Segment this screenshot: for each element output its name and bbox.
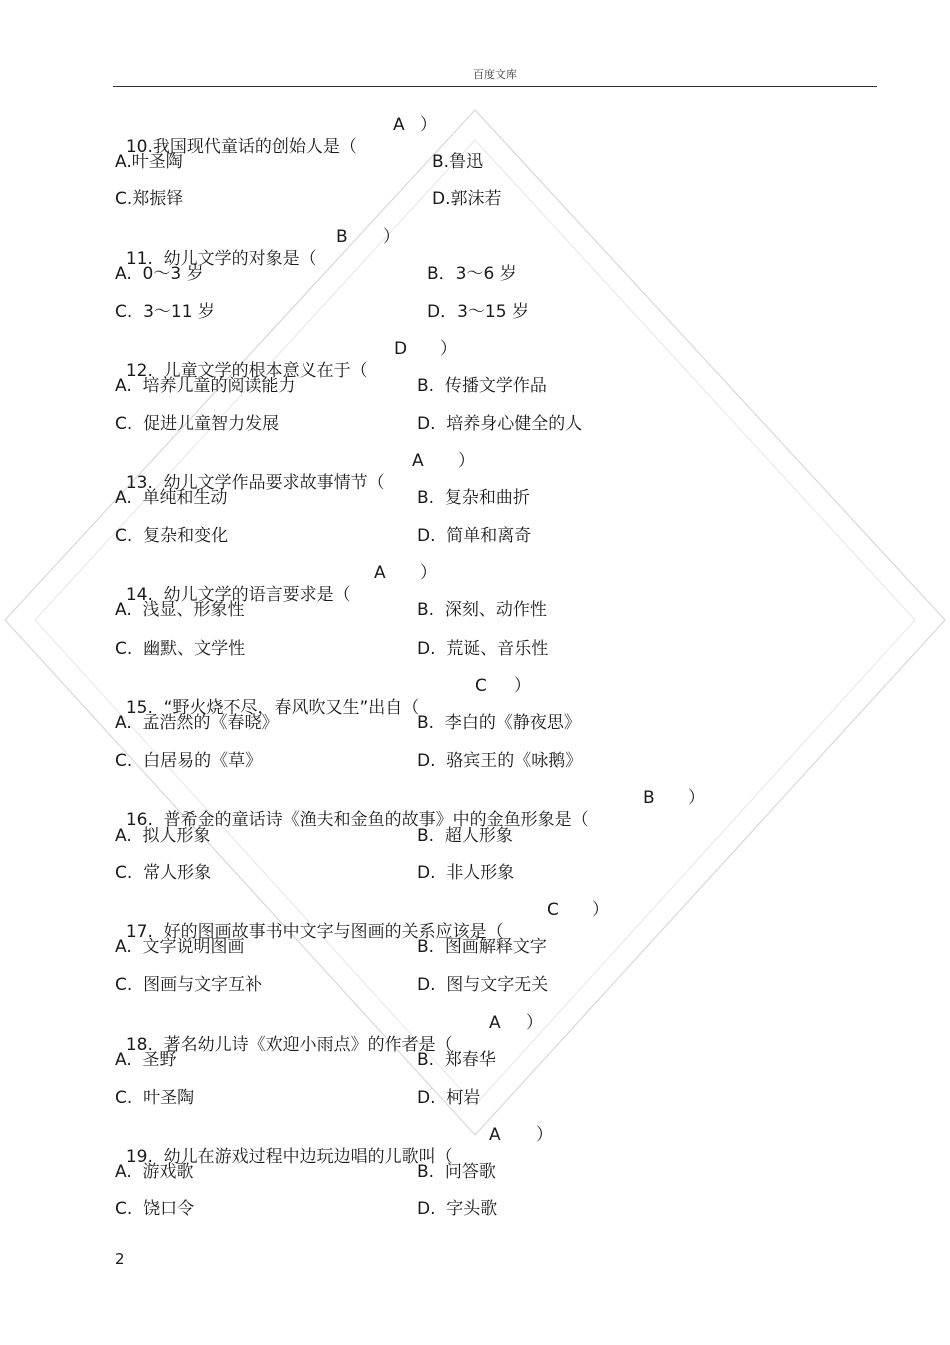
option-d: D. 柯岩 xyxy=(417,1088,481,1108)
option-c: C. 常人形象 xyxy=(115,863,212,883)
question-close: ） xyxy=(526,1013,543,1033)
answer-18: A xyxy=(489,1013,501,1033)
question-close: ） xyxy=(536,1125,553,1145)
option-d: D. 荒诞、音乐性 xyxy=(417,639,549,659)
option-c: C. 叶圣陶 xyxy=(115,1088,195,1108)
option-b: B. 复杂和曲折 xyxy=(417,488,530,508)
question-close: ） xyxy=(383,227,400,247)
option-a: A. 浅显、形象性 xyxy=(115,600,245,620)
option-b: B. 传播文学作品 xyxy=(417,376,547,396)
question-text: 我国现代童话的创始人是（ xyxy=(152,137,357,157)
option-d: D. 字头歌 xyxy=(417,1199,498,1219)
option-c: C. 3～11 岁 xyxy=(115,302,215,322)
option-d: D. 简单和离奇 xyxy=(417,526,532,546)
question-close: ） xyxy=(592,900,609,920)
question-text: 幼儿在游戏过程中边玩边唱的儿歌叫（ xyxy=(163,1147,453,1167)
option-b: B. 深刻、动作性 xyxy=(417,600,547,620)
option-b: B. 郑春华 xyxy=(417,1050,496,1070)
question-close: ） xyxy=(420,563,437,583)
question-text: 儿童文学的根本意义在于（ xyxy=(163,361,368,381)
answer-16: B xyxy=(643,788,655,808)
question-close: ） xyxy=(688,788,705,808)
answer-11: B xyxy=(336,227,348,247)
option-a: A. 圣野 xyxy=(115,1050,177,1070)
option-d: D. 骆宾王的《咏鹅》 xyxy=(417,751,583,771)
question-number: 10. xyxy=(125,137,153,157)
option-a: A. 游戏歌 xyxy=(115,1162,194,1182)
option-a: A. 单纯和生动 xyxy=(115,488,228,508)
question-text: 幼儿文学的语言要求是（ xyxy=(163,585,351,605)
header-title: 百度文库 xyxy=(473,68,517,81)
option-a: A. 拟人形象 xyxy=(115,826,211,846)
answer-13: A xyxy=(412,451,424,471)
question-text: 普希金的童话诗《渔夫和金鱼的故事》中的金鱼形象是（ xyxy=(163,810,589,830)
option-d: D. 培养身心健全的人 xyxy=(417,414,583,434)
option-a: A.叶圣陶 xyxy=(115,152,183,172)
option-d: D. 非人形象 xyxy=(417,863,515,883)
question-close: ） xyxy=(514,676,531,696)
option-b: B. 李白的《静夜思》 xyxy=(417,713,581,733)
question-text: 幼儿文学作品要求故事情节（ xyxy=(163,473,385,493)
option-c: C. 白居易的《草》 xyxy=(115,751,263,771)
question-number: 17. xyxy=(125,922,153,942)
option-b: B．3～6 岁 xyxy=(427,264,517,284)
answer-17: C xyxy=(547,900,559,920)
question-number: 14. xyxy=(125,585,153,605)
question-text: 幼儿文学的对象是（ xyxy=(163,249,317,269)
question-number: 13. xyxy=(125,473,153,493)
question-number: 11. xyxy=(125,249,153,269)
option-c: C. 图画与文字互补 xyxy=(115,975,263,995)
option-d: D．3～15 岁 xyxy=(427,302,529,322)
answer-19: A xyxy=(489,1125,501,1145)
answer-12: D xyxy=(394,339,408,359)
option-c: C. 复杂和变化 xyxy=(115,526,229,546)
question-close: ） xyxy=(440,339,457,359)
option-c: C. 饶口令 xyxy=(115,1199,195,1219)
option-c: C. 幽默、文学性 xyxy=(115,639,246,659)
option-b: B. 超人形象 xyxy=(417,826,513,846)
option-a: A. 孟浩然的《春晓》 xyxy=(115,713,279,733)
option-a: A. 培养儿童的阅读能力 xyxy=(115,376,296,396)
question-text: “野火烧不尽，春风吹又生”出自（ xyxy=(163,698,420,718)
option-d: D.郭沫若 xyxy=(432,189,502,209)
question-text: 著名幼儿诗《欢迎小雨点》的作者是（ xyxy=(163,1035,453,1055)
question-close: ） xyxy=(420,115,437,135)
question-number: 18. xyxy=(125,1035,153,1055)
question-number: 12. xyxy=(125,361,153,381)
option-b: B.鲁迅 xyxy=(432,152,484,172)
option-d: D. 图与文字无关 xyxy=(417,975,549,995)
option-c: C.郑振铎 xyxy=(115,189,184,209)
page-header xyxy=(113,66,877,87)
option-c: C. 促进儿童智力发展 xyxy=(115,414,280,434)
question-number: 19. xyxy=(125,1147,153,1167)
question-number: 16. xyxy=(125,810,153,830)
option-b: B. 问答歌 xyxy=(417,1162,496,1182)
question-text: 好的图画故事书中文字与图画的关系应该是（ xyxy=(163,922,504,942)
option-b: B. 图画解释文字 xyxy=(417,937,547,957)
option-a: A. 文字说明图画 xyxy=(115,937,245,957)
answer-10: A xyxy=(393,115,405,135)
page-number: 2 xyxy=(115,1250,125,1268)
question-close: ） xyxy=(458,451,475,471)
answer-14: A xyxy=(374,563,386,583)
option-a: A. 0～3 岁 xyxy=(115,264,204,284)
question-number: 15. xyxy=(125,698,153,718)
answer-15: C xyxy=(475,676,487,696)
